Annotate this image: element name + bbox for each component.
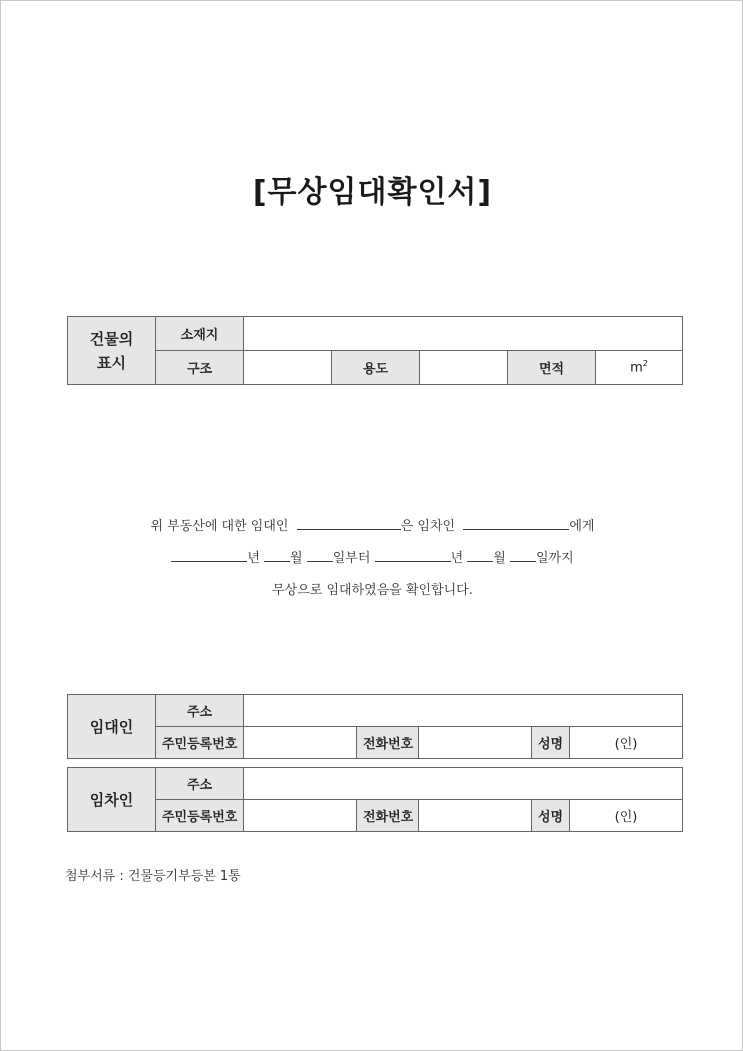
- lessee-name-label: 성명: [532, 800, 570, 832]
- lessor-phone-label: 전화번호: [357, 727, 419, 759]
- building-group-label-line1: 건물의: [89, 329, 134, 348]
- lessor-phone-field[interactable]: [419, 727, 532, 759]
- statement-line-3: 무상으로 임대하였음을 확인합니다.: [272, 583, 473, 598]
- area-unit-sup: 2: [642, 359, 648, 369]
- structure-label: 구조: [156, 351, 244, 385]
- statement-text-a: 위 부동산에 대한 임대인: [150, 519, 289, 534]
- start-month-blank[interactable]: [264, 549, 290, 562]
- lessor-name-blank[interactable]: [297, 517, 401, 530]
- lessor-table: [67, 694, 683, 759]
- area-field[interactable]: [596, 351, 683, 385]
- lessor-seal-field[interactable]: (인): [570, 727, 683, 759]
- lessor-rrn-label: 주민등록번호: [156, 727, 244, 759]
- lessor-group-label: 임대인: [68, 695, 156, 759]
- lessor-address-label: 주소: [156, 695, 244, 727]
- lessee-phone-label: 전화번호: [357, 800, 419, 832]
- area-label: 면적: [508, 351, 596, 385]
- end-day-blank[interactable]: [510, 549, 536, 562]
- lessee-rrn-label: 주민등록번호: [156, 800, 244, 832]
- statement-text-c: 에게: [569, 519, 595, 534]
- location-field[interactable]: [244, 317, 683, 351]
- location-label: 소재지: [156, 317, 244, 351]
- lessor-rrn-field[interactable]: [244, 727, 357, 759]
- end-day-label: 일까지: [535, 551, 574, 566]
- lessee-seal-field[interactable]: (인): [570, 800, 683, 832]
- use-field[interactable]: [420, 351, 508, 385]
- lessee-phone-field[interactable]: [419, 800, 532, 832]
- lessee-address-field[interactable]: [244, 768, 683, 800]
- document-title: [무상임대확인서]: [252, 175, 493, 210]
- lessor-name-label: 성명: [532, 727, 570, 759]
- lessor-address-field[interactable]: [244, 695, 683, 727]
- structure-field[interactable]: [244, 351, 332, 385]
- end-month-blank[interactable]: [467, 549, 493, 562]
- lessee-group-label: 임차인: [68, 768, 156, 832]
- start-year-label: 년: [247, 551, 260, 566]
- lessee-name-blank[interactable]: [463, 517, 569, 530]
- building-table: [67, 316, 683, 385]
- statement-text-b: 은 임차인: [400, 519, 456, 534]
- lessee-address-label: 주소: [156, 768, 244, 800]
- end-month-label: 월: [493, 551, 506, 566]
- start-day-blank[interactable]: [307, 549, 333, 562]
- attachment-note: 첨부서류 : 건물등기부등본 1통: [65, 869, 241, 884]
- start-day-label: 일부터: [332, 551, 371, 566]
- lessee-rrn-field[interactable]: [244, 800, 357, 832]
- statement-line-1: [1, 515, 743, 534]
- lessee-table: [67, 767, 683, 832]
- building-group-label: [68, 317, 156, 385]
- building-group-label-line2: 표시: [97, 353, 126, 372]
- statement-line-2: [1, 547, 743, 566]
- start-year-blank[interactable]: [171, 549, 247, 562]
- start-month-label: 월: [290, 551, 303, 566]
- end-year-blank[interactable]: [375, 549, 451, 562]
- use-label: 용도: [332, 351, 420, 385]
- end-year-label: 년: [450, 551, 464, 566]
- area-unit: m: [630, 360, 643, 376]
